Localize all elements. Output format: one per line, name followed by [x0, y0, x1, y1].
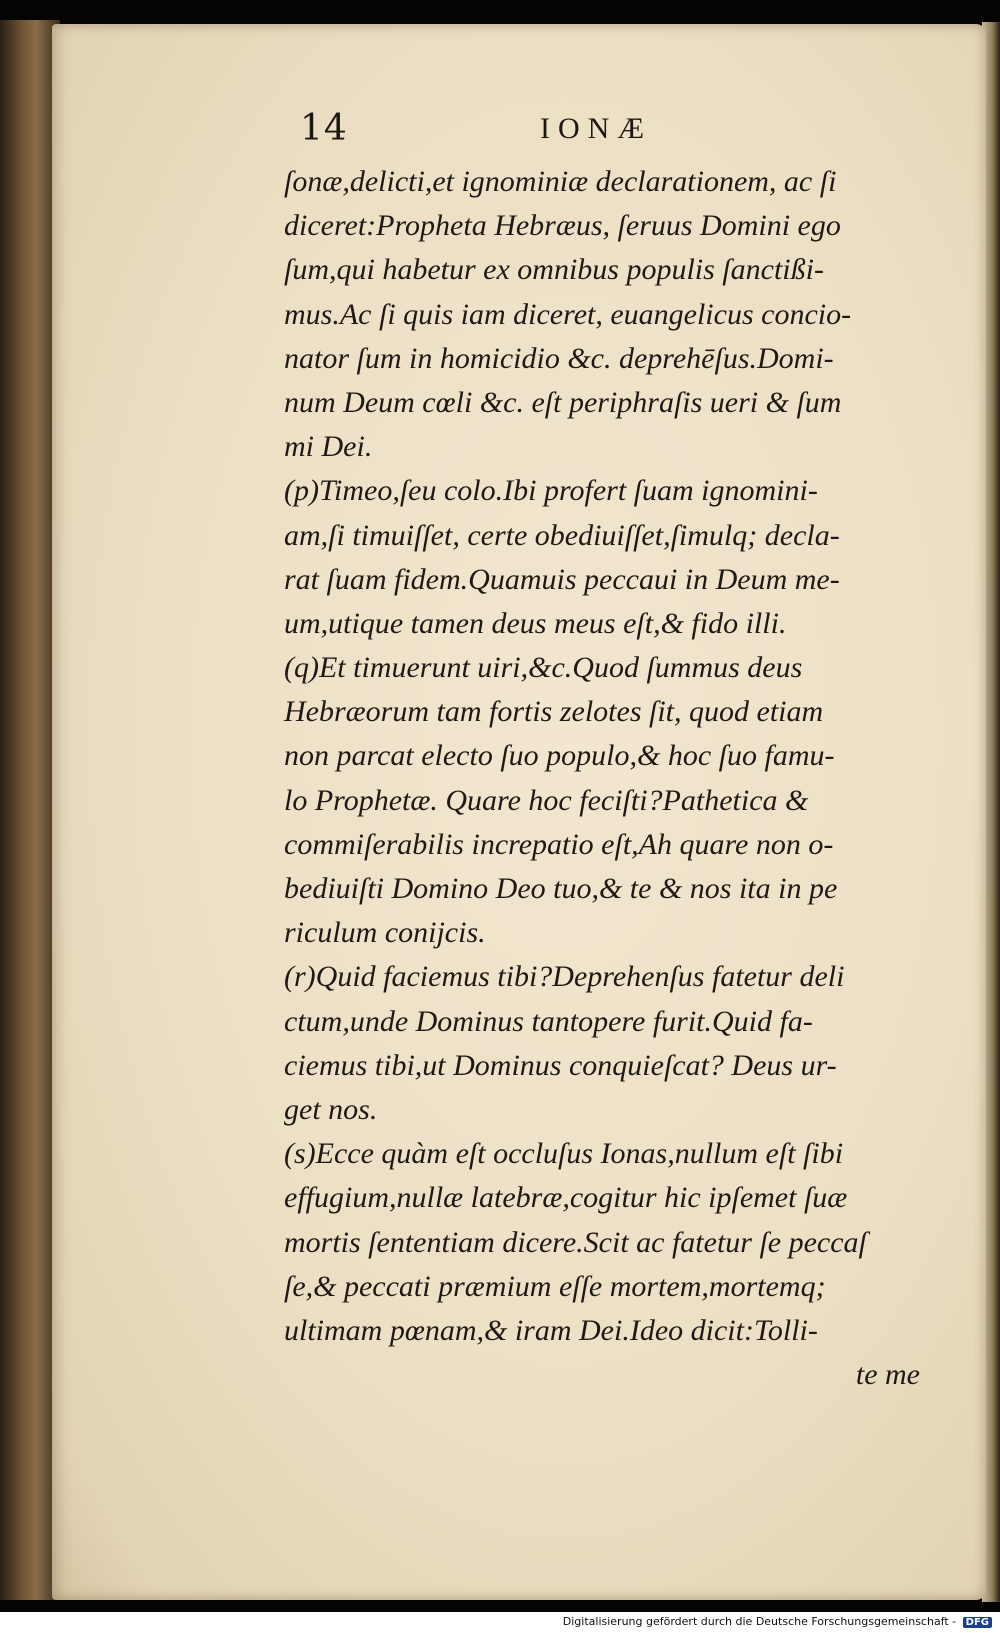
text-line: rat ſuam fidem.Quamuis peccaui in Deum me- — [284, 562, 840, 596]
catchword: te me — [855, 1358, 920, 1392]
text-line: mi Dei. — [284, 430, 373, 464]
text-line: non parcat electo ſuo populo,& hoc ſuo famu- — [284, 739, 835, 773]
text-line: mus.Ac ſi quis iam diceret, euangelicus concio- — [284, 297, 852, 331]
text-line: bediuiſti Domino Deo tuo,& te & nos ita in pe — [284, 872, 838, 905]
text-line: (q)Et timuerunt uiri,&c.Quod ſummus deus — [284, 651, 803, 685]
text-line: ſe,& peccati præmium eſſe mortem,mortemq; — [284, 1269, 826, 1303]
text-line: ciemus tibi,ut Dominus conquieſcat? Deus ur- — [284, 1048, 837, 1082]
text-line: commiſerabilis increpatio eſt,Ah quare non o- — [284, 827, 834, 861]
text-line: get nos. — [284, 1092, 378, 1126]
text-line: Hebræorum tam fortis zelotes ſit, quod etiam — [284, 695, 824, 729]
body-text — [284, 160, 932, 1397]
text-line: diceret:Propheta Hebræus, ſeruus Domini ego — [284, 209, 841, 243]
book-spine-edge — [0, 20, 60, 1600]
text-line: (r)Quid faciemus tibi?Deprehenſus fatetur deli — [284, 960, 845, 994]
text-line: (s)Ecce quàm eſt occluſus Ionas,nullum eſt ſibi — [284, 1137, 844, 1171]
text-line: um,utique tamen deus meus eſt,& fido illi. — [284, 606, 787, 640]
text-line: ctum,unde Dominus tantopere furit.Quid fa- — [284, 1004, 813, 1038]
text-line: num Deum cœli &c. eſt periphraſis ueri & ſum — [284, 385, 842, 419]
credit-text: Digitalisierung gefördert durch die Deutsche Forschungsgemeinschaft - — [562, 1615, 957, 1628]
digitization-credit — [563, 1615, 992, 1628]
text-line: (p)Timeo,ſeu colo.Ibi profert ſuam ignomini- — [284, 474, 818, 508]
page-header — [300, 108, 700, 158]
text-line: ultimam pœnam,& iram Dei.Ideo dicit:Tolli- — [284, 1313, 818, 1347]
page-number: 14 — [300, 108, 348, 149]
text-line: mortis ſententiam dicere.Scit ac fatetur ſe peccaſ — [284, 1225, 867, 1259]
text-line: nator ſum in homicidio &c. deprehēſus.Domi- — [284, 341, 834, 375]
text-line: ſum,qui habetur ex omnibus populis ſanctißi- — [284, 253, 824, 287]
text-line: ſonæ,delicti,et ignominiæ declarationem, ac ſi — [284, 165, 837, 198]
text-line: effugium,nullæ latebræ,cogitur hic ipſemet ſuæ — [284, 1181, 848, 1215]
text-line: lo Prophetæ. Quare hoc feciſti?Pathetica & — [284, 783, 809, 817]
text-line: am,ſi timuiſſet, certe obediuiſſet,ſimulq; decla- — [284, 518, 840, 552]
running-title: IONÆ — [540, 112, 652, 145]
dfg-logo: DFG — [963, 1617, 992, 1628]
text-line: riculum conijcis. — [284, 916, 486, 950]
